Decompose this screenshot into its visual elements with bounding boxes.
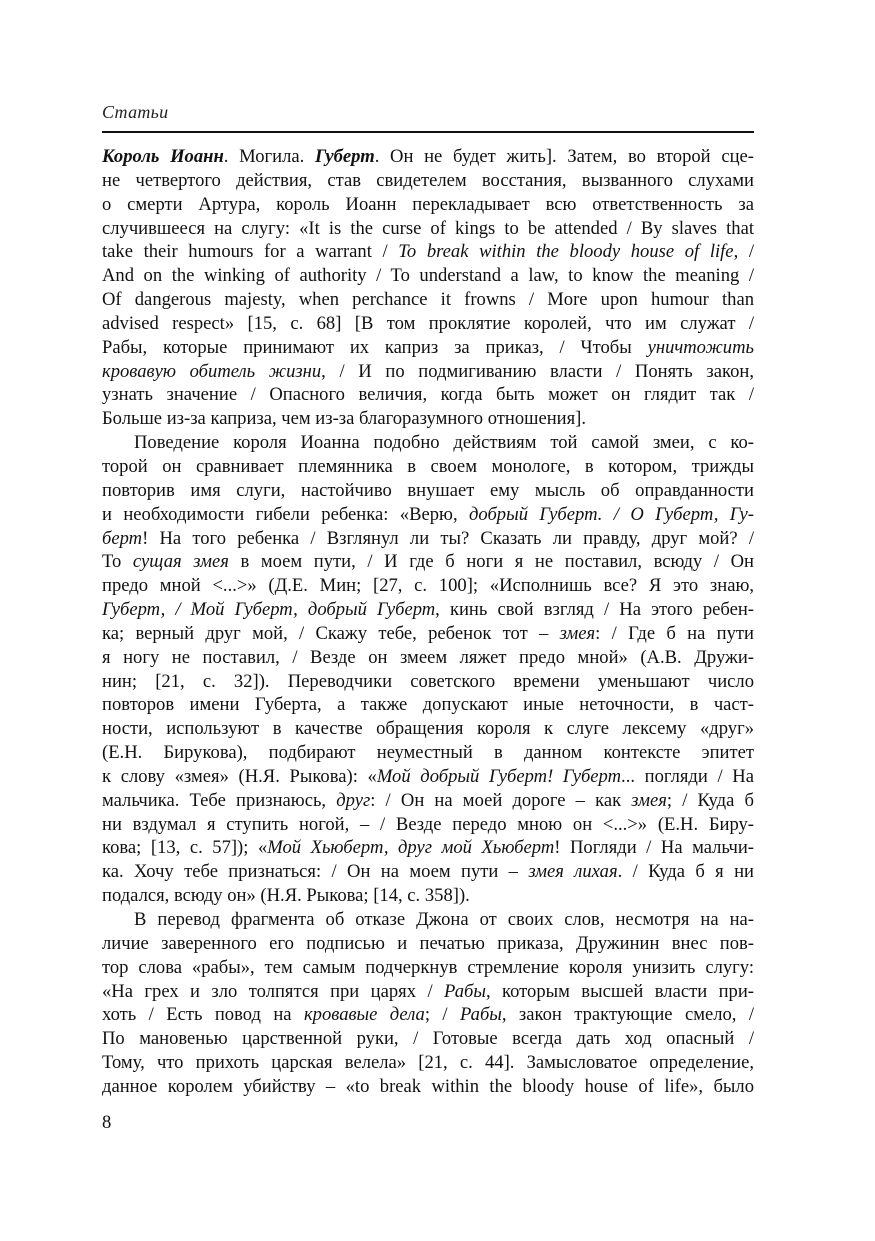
text-line (102, 1075, 754, 1099)
text-line (102, 217, 754, 241)
text-run: В перевод фрагмента об отказе Джона от своих слов, несмотря на на- (134, 909, 754, 930)
text-run: кова; [13, с. 57]); « (102, 837, 268, 859)
text-line (102, 479, 754, 503)
text-run: друг (336, 789, 371, 811)
text-run: ... погляди / На (621, 765, 754, 787)
text-run: And on the winking of authority / To understand a law, to know the meaning / (102, 265, 754, 287)
text-run: Мой добрый Губерт! Губерт (376, 765, 622, 787)
page-number: 8 (102, 1112, 112, 1133)
text-line (102, 836, 754, 860)
body-text (102, 145, 754, 1099)
text-line (102, 956, 754, 980)
text-run: нин; [21, с. 32]). Переводчики советского времени уменьшают число (102, 670, 754, 692)
text-run: предо мной <...>» (Д.Е. Мин; [27, с. 100]; «Исполнишь все? Я это знаю, (102, 575, 754, 597)
text-line (102, 717, 754, 741)
text-run: Рабы (444, 980, 486, 1002)
text-line (102, 813, 754, 837)
text-line (102, 503, 754, 527)
text-run: Губерт, / Мой Губерт, добрый Губерт (102, 599, 436, 621)
text-line (102, 860, 754, 884)
text-run: кровавые дела (303, 1004, 425, 1026)
text-run: к слову «змея» (Н.Я. Рыкова): « (102, 765, 377, 787)
text-run: . / Куда б я ни (617, 861, 754, 883)
paragraph (102, 145, 754, 431)
text-run: Король Иоанн (102, 146, 224, 167)
text-line (102, 455, 754, 479)
text-line (102, 336, 754, 360)
text-run: , закон трактующие смело, / (501, 1004, 754, 1026)
text-line (102, 646, 754, 670)
text-line (102, 407, 754, 431)
text-run: сущая змея (132, 551, 229, 573)
text-run: «На грех и зло толпятся при царях / (102, 980, 445, 1002)
text-run: Рабы (460, 1004, 502, 1026)
text-line (102, 312, 754, 336)
text-line (102, 622, 754, 646)
text-line (102, 574, 754, 598)
text-line (102, 980, 754, 1004)
running-head: Статьи (102, 102, 169, 122)
text-line (102, 932, 754, 956)
text-run: мальчика. Тебе признаюсь, (102, 789, 337, 811)
text-run: случившееся на слугу: «It is the curse of kings to be attended / By slaves that (102, 217, 754, 239)
text-line (102, 693, 754, 717)
text-run: Больше из-за каприза, чем из-за благоразумного отношения]. (102, 408, 586, 430)
text-line (102, 145, 754, 169)
text-run: Of dangerous majesty, when perchance it frowns / More upon humour than (102, 289, 754, 311)
text-run: подался, всюду он» (Н.Я. Рыкова; [14, с. 358]). (102, 885, 470, 907)
text-line (102, 550, 754, 574)
text-run: , которым высшей власти при- (485, 980, 754, 1002)
text-run: . Могила. (223, 146, 315, 167)
text-run: take their humours for a warrant / (102, 241, 399, 263)
text-line (102, 240, 754, 264)
text-run: не четвертого действия, став свидетелем восстания, вызванного слухами (102, 169, 754, 191)
text-run: advised respect» [15, с. 68] [В том проклятие королей, что им служат / (102, 312, 754, 334)
text-run: , кинь свой взгляд / На этого ребен- (435, 599, 754, 621)
text-run: To break within the bloody house of life (398, 241, 734, 263)
text-line (102, 908, 754, 932)
text-line (102, 598, 754, 622)
header-rule (102, 131, 754, 133)
text-run: (Е.Н. Бирукова), подбирают неуместный в данном контексте эпитет (102, 742, 754, 764)
text-run: повторов имени Губерта, а также допускают иные неточности, в част- (102, 694, 754, 716)
text-line (102, 288, 754, 312)
text-line (102, 765, 754, 789)
text-line (102, 264, 754, 288)
text-run: Мой Хьюберт, друг мой Хьюберт (267, 837, 555, 859)
text-run: . Он не будет жить]. Затем, во второй сце- (374, 146, 754, 167)
text-run: ! На того ребенка / Взглянул ли ты? Сказать ли правду, друг мой? / (142, 527, 754, 549)
text-run: ; / (424, 1004, 460, 1026)
text-run: повторив имя слуги, настойчиво внушает ему мысль об оправданности (102, 479, 754, 501)
text-run: добрый Губерт. / О Губерт, Гу- (469, 503, 754, 525)
text-run: змея лихая (528, 861, 618, 883)
text-line (102, 193, 754, 217)
text-run: , / И по подмигиванию власти / Понять закон, (321, 360, 754, 382)
text-run: хоть / Есть повод на (102, 1004, 304, 1026)
text-run: змея (631, 789, 667, 811)
text-run: То (102, 551, 133, 573)
paragraph (102, 431, 754, 908)
paragraph (102, 908, 754, 1099)
text-run: Тому, что прихоть царская велела» [21, с. 44]. Замысловатое определение, (102, 1052, 754, 1074)
text-run: о смерти Артура, король Иоанн перекладывает всю ответственность за (102, 193, 754, 215)
text-line (102, 1051, 754, 1075)
text-line (102, 527, 754, 551)
text-run: ка. Хочу тебе признаться: / Он на моем пути – (102, 861, 529, 883)
text-run: я ногу не поставил, / Везде он змеем ляжет предо мной» (А.В. Дружи- (102, 646, 754, 668)
text-line (102, 360, 754, 384)
text-line (102, 1003, 754, 1027)
text-run: ности, используют в качестве обращения короля к слуге лексему «друг» (102, 718, 754, 740)
text-line (102, 431, 754, 455)
text-run: , / (733, 241, 754, 263)
text-run: уничтожить (647, 336, 754, 358)
text-line (102, 741, 754, 765)
text-run: личие заверенного его подписью и печатью приказа, Дружинин внес пов- (102, 932, 754, 954)
text-run: в моем пути, / И где б ноги я не поставил, всюду / Он (228, 551, 754, 573)
text-run: узнать значение / Опасного величия, когда быть может он глядит так / (102, 384, 754, 406)
text-line (102, 789, 754, 813)
text-run: змея (559, 622, 596, 644)
text-run: ка; верный друг мой, / Скажу тебе, ребенок тот – (102, 622, 560, 644)
text-line (102, 884, 754, 908)
text-run: Поведение короля Иоанна подобно действиям той самой змеи, с ко- (134, 432, 754, 454)
text-run: Губерт (314, 146, 375, 167)
text-run: кровавую обитель жизни (102, 360, 322, 382)
text-run: торой он сравнивает племянника в своем монологе, в котором, трижды (102, 455, 754, 477)
text-run: ! Погляди / На мальчи- (554, 837, 754, 859)
text-run: ; / Куда б (666, 789, 754, 811)
text-line (102, 169, 754, 193)
text-run: и необходимости гибели ребенка: «Верю, (102, 503, 469, 525)
text-run: тор слова «рабы», тем самым подчеркнув стремление короля унизить слугу: (102, 956, 754, 978)
text-run: Рабы, которые принимают их каприз за приказ, / Чтобы (102, 336, 648, 358)
text-run: берт (102, 527, 143, 549)
text-run: : / Где б на пути (595, 622, 754, 644)
text-run: данное королем убийству – «to break within the bloody house of life», было (102, 1075, 754, 1097)
text-line (102, 1027, 754, 1051)
text-run: : / Он на моей дороге – как (370, 789, 632, 811)
text-line (102, 670, 754, 694)
text-run: По мановенью царственной руки, / Готовые всегда дать ход опасный / (102, 1028, 754, 1050)
text-run: ни вздумал я ступить ногой, – / Везде передо мною он <...>» (Е.Н. Биру- (102, 813, 754, 835)
text-line (102, 383, 754, 407)
